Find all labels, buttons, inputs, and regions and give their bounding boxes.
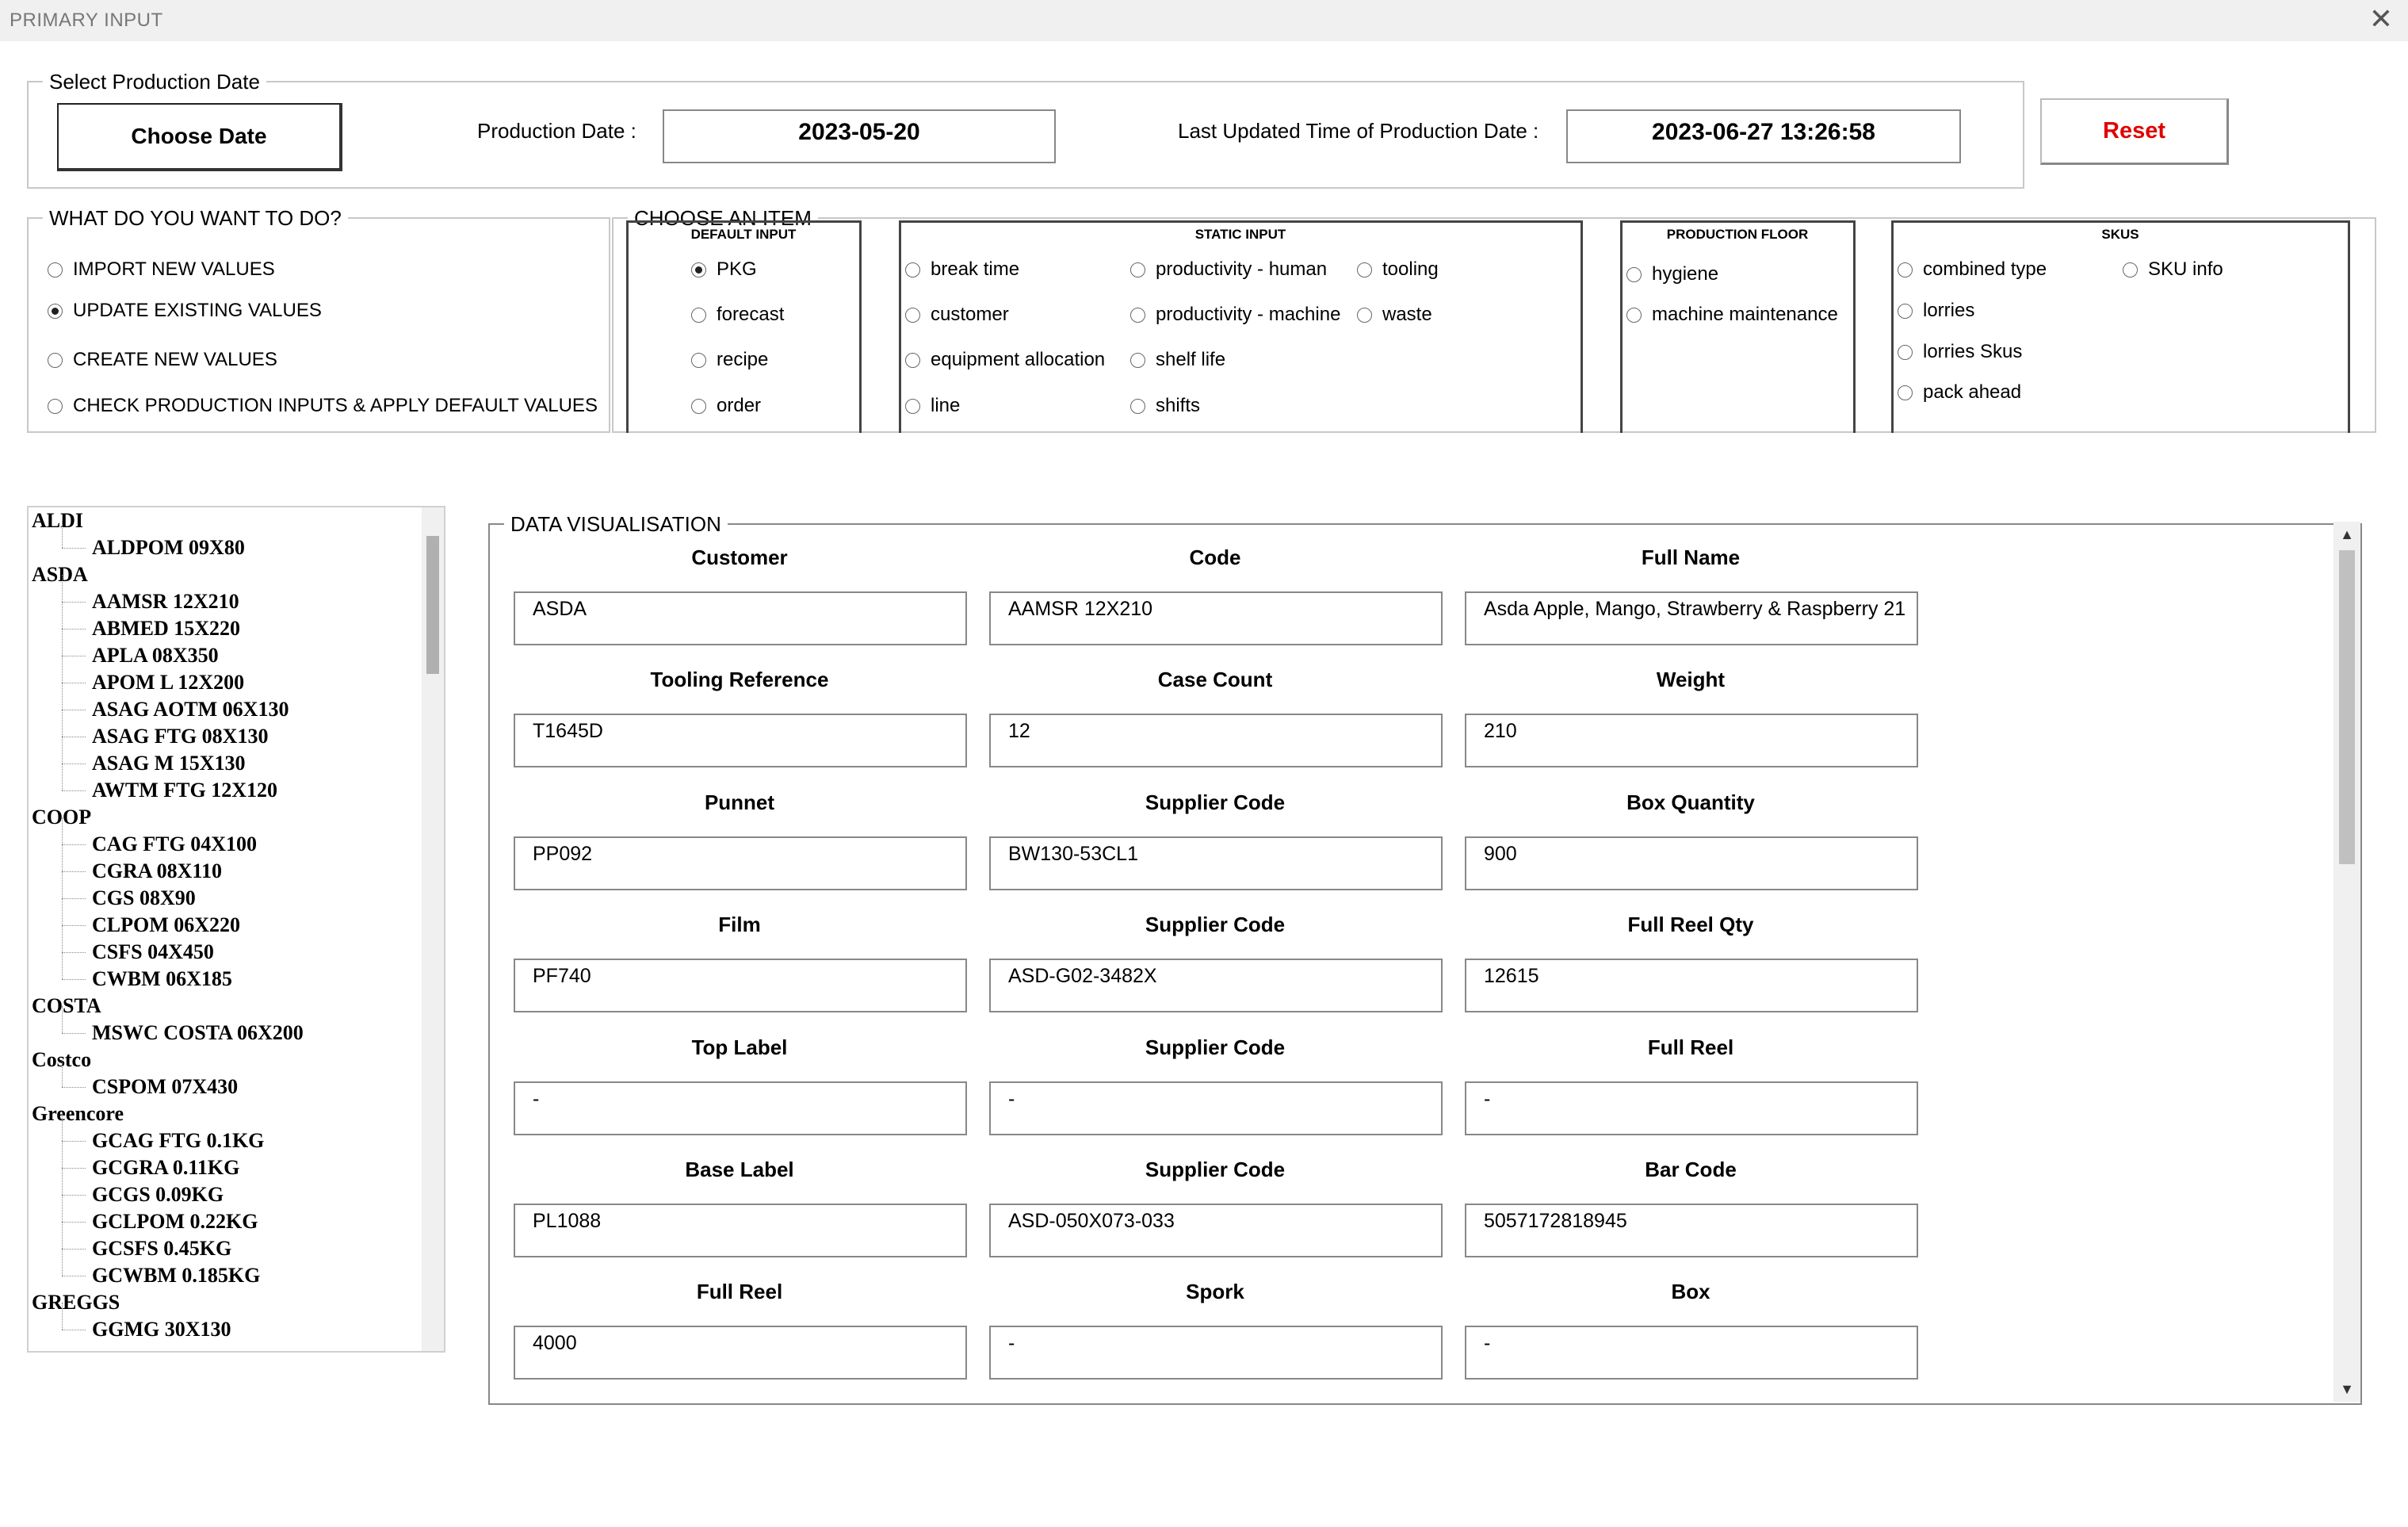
- tree-list: [29, 507, 425, 1343]
- field-label: Full Name: [1641, 545, 1741, 569]
- radio-label: hygiene: [1652, 263, 1719, 285]
- field-label: Full Reel: [696, 1280, 783, 1303]
- static-input-option[interactable]: [1130, 395, 1200, 417]
- skus-frame-left: [1891, 220, 1894, 433]
- radio-empty-icon[interactable]: [1898, 304, 1913, 319]
- radio-empty-icon[interactable]: [905, 262, 920, 277]
- title-bar: [0, 0, 2408, 41]
- field-label: Customer: [691, 545, 788, 569]
- field-label: Punnet: [704, 790, 775, 814]
- tree-sku-node[interactable]: AWTM FTG 12X120: [29, 777, 425, 804]
- default-input-option[interactable]: [691, 258, 757, 281]
- production-date-legend: Select Production Date: [49, 70, 260, 94]
- field-label: Supplier Code: [1145, 913, 1286, 936]
- tree-sku-node[interactable]: GCLPOM 0.22KG: [29, 1208, 425, 1235]
- radio-empty-icon[interactable]: [48, 262, 63, 277]
- radio-empty-icon[interactable]: [1898, 262, 1913, 277]
- field-textbox[interactable]: 12: [989, 714, 1443, 767]
- default-input-frame-right: [859, 220, 862, 433]
- radio-label: SKU info: [2148, 258, 2223, 280]
- field-textbox[interactable]: AAMSR 12X210: [989, 591, 1443, 645]
- field-textbox[interactable]: BW130-53CL1: [989, 836, 1443, 890]
- sku-option[interactable]: [1898, 341, 2022, 363]
- field-textbox[interactable]: 12615: [1465, 959, 1918, 1012]
- default-input-option[interactable]: [691, 349, 768, 371]
- radio-label: shelf life: [1156, 349, 1226, 370]
- field-label: Bar Code: [1645, 1158, 1737, 1181]
- field-label: Box: [1671, 1280, 1710, 1303]
- sku-option[interactable]: [1898, 300, 1974, 322]
- tree-sku-node[interactable]: CLPOM 06X220: [29, 912, 425, 939]
- radio-empty-icon[interactable]: [905, 308, 920, 323]
- radio-label: order: [717, 395, 762, 416]
- skus-frame-top: [1891, 220, 2349, 223]
- radio-empty-icon[interactable]: [1898, 345, 1913, 360]
- production-date-label: Production Date :: [477, 119, 636, 143]
- tree-customer-node[interactable]: COSTA: [32, 994, 101, 1017]
- default-input-header: DEFAULT INPUT: [690, 227, 797, 242]
- radio-label: pack ahead: [1923, 381, 2022, 403]
- tree-sku-node[interactable]: ASAG AOTM 06X130: [29, 696, 425, 723]
- static-input-frame-left: [899, 220, 901, 433]
- tree-customer-node[interactable]: Greencore: [32, 1102, 124, 1125]
- production-floor-frame-top: [1620, 220, 1855, 223]
- field-label: Tooling Reference: [650, 668, 829, 691]
- tree-customer-node[interactable]: ASDA: [32, 563, 88, 586]
- default-input-option[interactable]: [691, 304, 784, 326]
- field-textbox[interactable]: PF740: [514, 959, 967, 1012]
- static-input-header: STATIC INPUT: [1194, 227, 1286, 242]
- radio-empty-icon[interactable]: [905, 353, 920, 368]
- field-textbox[interactable]: -: [989, 1081, 1443, 1135]
- field-textbox[interactable]: -: [514, 1081, 967, 1135]
- reset-button[interactable]: Reset: [2040, 98, 2229, 165]
- field-label: Full Reel Qty: [1627, 913, 1754, 936]
- field-textbox[interactable]: -: [989, 1326, 1443, 1380]
- radio-label: lorries: [1923, 300, 1975, 321]
- data-vis-scrollbar-thumb[interactable]: [2339, 550, 2355, 864]
- field-textbox[interactable]: 5057172818945: [1465, 1204, 1918, 1257]
- scroll-down-icon[interactable]: ▼: [2340, 1381, 2354, 1397]
- radio-empty-icon[interactable]: [1626, 267, 1642, 282]
- tree-scrollbar-thumb[interactable]: [426, 536, 439, 674]
- radio-label: CHECK PRODUCTION INPUTS & APPLY DEFAULT VALUES: [73, 395, 598, 416]
- field-textbox[interactable]: 210: [1465, 714, 1918, 767]
- default-input-option[interactable]: [691, 395, 761, 417]
- production-floor-header: PRODUCTION FLOOR: [1666, 227, 1809, 242]
- field-label: Spork: [1186, 1280, 1244, 1303]
- production-floor-frame-left: [1620, 220, 1623, 433]
- radio-empty-icon[interactable]: [905, 399, 920, 414]
- skus-header: SKUS: [2101, 227, 2139, 242]
- static-input-option[interactable]: [905, 304, 1009, 326]
- tree-sku-node[interactable]: GGMG 30X130: [29, 1316, 425, 1343]
- field-label: Case Count: [1157, 668, 1273, 691]
- tree-customer-node[interactable]: Costco: [32, 1048, 92, 1071]
- field-label: Box Quantity: [1626, 790, 1755, 814]
- tree-sku-node[interactable]: CGS 08X90: [29, 885, 425, 912]
- field-label: Top Label: [691, 1035, 788, 1059]
- sku-option[interactable]: [1898, 381, 2021, 404]
- radio-empty-icon[interactable]: [691, 353, 706, 368]
- radio-label: break time: [931, 258, 1020, 280]
- what-to-do-legend: WHAT DO YOU WANT TO DO?: [49, 206, 342, 230]
- radio-label: shifts: [1156, 395, 1201, 416]
- radio-label: waste: [1382, 304, 1432, 325]
- radio-label: combined type: [1923, 258, 2047, 280]
- static-input-option[interactable]: [1130, 349, 1225, 371]
- tree-sku-node[interactable]: ASAG M 15X130: [29, 750, 425, 777]
- tree-sku-node[interactable]: ABMED 15X220: [29, 615, 425, 642]
- tree-sku-node[interactable]: APLA 08X350: [29, 642, 425, 669]
- field-textbox[interactable]: T1645D: [514, 714, 967, 767]
- radio-empty-icon[interactable]: [1130, 353, 1145, 368]
- radio-label: UPDATE EXISTING VALUES: [73, 300, 322, 321]
- radio-label: IMPORT NEW VALUES: [73, 258, 275, 280]
- tree-sku-node[interactable]: CWBM 06X185: [29, 966, 425, 993]
- field-textbox[interactable]: ASD-050X073-033: [989, 1204, 1443, 1257]
- tree-sku-node[interactable]: GCGRA 0.11KG: [29, 1154, 425, 1181]
- field-textbox[interactable]: PP092: [514, 836, 967, 890]
- action-option[interactable]: [48, 300, 322, 322]
- static-input-option[interactable]: [1130, 304, 1340, 326]
- window-title: PRIMARY INPUT: [10, 10, 163, 31]
- static-input-option[interactable]: [1357, 258, 1439, 281]
- action-option[interactable]: [48, 258, 275, 281]
- radio-label: equipment allocation: [931, 349, 1106, 370]
- production-floor-option[interactable]: [1626, 304, 1838, 326]
- radio-empty-icon[interactable]: [1898, 385, 1913, 400]
- scroll-up-icon[interactable]: ▲: [2340, 526, 2354, 542]
- customer-tree[interactable]: [27, 506, 445, 1353]
- radio-selected-icon[interactable]: [48, 304, 63, 319]
- tree-sku-node[interactable]: GCGS 0.09KG: [29, 1181, 425, 1208]
- static-input-option[interactable]: [905, 258, 1019, 281]
- static-input-option[interactable]: [905, 395, 960, 417]
- sku-option[interactable]: [1898, 258, 2047, 281]
- field-label: Film: [718, 913, 761, 936]
- field-label: Supplier Code: [1145, 790, 1286, 814]
- tree-sku-node[interactable]: GCSFS 0.45KG: [29, 1235, 425, 1262]
- radio-label: recipe: [717, 349, 769, 370]
- tree-sku-node[interactable]: CGRA 08X110: [29, 858, 425, 885]
- field-label: Base Label: [685, 1158, 794, 1181]
- data-vis-scrollbar[interactable]: [2333, 522, 2360, 1402]
- field-textbox[interactable]: Asda Apple, Mango, Strawberry & Raspberry 21: [1465, 591, 1918, 645]
- radio-empty-icon[interactable]: [2123, 262, 2138, 277]
- radio-label: machine maintenance: [1652, 304, 1838, 325]
- sku-option[interactable]: [2123, 258, 2223, 281]
- radio-empty-icon[interactable]: [691, 399, 706, 414]
- radio-empty-icon[interactable]: [1130, 262, 1145, 277]
- production-floor-frame-right: [1853, 220, 1856, 433]
- radio-empty-icon[interactable]: [1130, 308, 1145, 323]
- field-label: Supplier Code: [1145, 1158, 1286, 1181]
- radio-label: lorries Skus: [1923, 341, 2023, 362]
- field-textbox[interactable]: PL1088: [514, 1204, 967, 1257]
- static-input-option[interactable]: [1130, 258, 1327, 281]
- tree-sku-node[interactable]: ASAG FTG 08X130: [29, 723, 425, 750]
- radio-empty-icon[interactable]: [1626, 308, 1642, 323]
- default-input-frame-left: [626, 220, 629, 433]
- tree-customer-node[interactable]: COOP: [32, 806, 92, 829]
- radio-label: productivity - human: [1156, 258, 1328, 280]
- static-input-option[interactable]: [905, 349, 1105, 371]
- radio-empty-icon[interactable]: [1130, 399, 1145, 414]
- action-option[interactable]: [48, 395, 598, 417]
- tree-customer-node[interactable]: GREGGS: [32, 1291, 120, 1314]
- radio-empty-icon[interactable]: [48, 353, 63, 368]
- radio-label: forecast: [717, 304, 785, 325]
- tree-sku-node[interactable]: CSFS 04X450: [29, 939, 425, 966]
- field-textbox[interactable]: -: [1465, 1326, 1918, 1380]
- tree-sku-node[interactable]: CAG FTG 04X100: [29, 831, 425, 858]
- radio-empty-icon[interactable]: [1357, 262, 1372, 277]
- tree-scrollbar[interactable]: [422, 507, 444, 1351]
- last-updated-label: Last Updated Time of Production Date :: [1178, 119, 1539, 143]
- close-icon[interactable]: ✕: [2368, 2, 2394, 35]
- static-input-frame-top: [899, 220, 1582, 223]
- field-label: Full Reel: [1647, 1035, 1734, 1059]
- choose-item-legend: CHOOSE AN ITEM: [634, 206, 812, 230]
- data-visualisation-legend: DATA VISUALISATION: [510, 512, 721, 536]
- skus-frame-right: [2348, 220, 2350, 433]
- radio-empty-icon[interactable]: [48, 399, 63, 414]
- radio-label: customer: [931, 304, 1009, 325]
- tree-sku-node[interactable]: GCWBM 0.185KG: [29, 1262, 425, 1289]
- radio-label: PKG: [717, 258, 757, 280]
- radio-label: productivity - machine: [1156, 304, 1341, 325]
- static-input-option[interactable]: [1357, 304, 1432, 326]
- radio-label: tooling: [1382, 258, 1439, 280]
- tree-sku-node[interactable]: APOM L 12X200: [29, 669, 425, 696]
- tree-sku-node[interactable]: CSPOM 07X430: [29, 1073, 425, 1100]
- production-floor-option[interactable]: [1626, 263, 1718, 285]
- radio-label: CREATE NEW VALUES: [73, 349, 277, 370]
- last-updated-value[interactable]: 2023-06-27 13:26:58: [1566, 109, 1961, 163]
- field-textbox[interactable]: 4000: [514, 1326, 967, 1380]
- tree-sku-node[interactable]: ALDPOM 09X80: [29, 534, 425, 561]
- field-label: Code: [1189, 545, 1241, 569]
- radio-empty-icon[interactable]: [1357, 308, 1372, 323]
- static-input-frame-right: [1580, 220, 1583, 433]
- field-textbox[interactable]: ASD-G02-3482X: [989, 959, 1443, 1012]
- radio-label: line: [931, 395, 961, 416]
- field-label: Weight: [1656, 668, 1726, 691]
- tree-sku-node[interactable]: MSWC COSTA 06X200: [29, 1020, 425, 1047]
- tree-customer-node[interactable]: ALDI: [32, 509, 84, 532]
- choose-date-button[interactable]: Choose Date: [57, 103, 342, 171]
- field-textbox[interactable]: ASDA: [514, 591, 967, 645]
- default-input-frame-top: [626, 220, 861, 223]
- field-label: Supplier Code: [1145, 1035, 1286, 1059]
- radio-empty-icon[interactable]: [691, 308, 706, 323]
- tree-sku-node[interactable]: GCAG FTG 0.1KG: [29, 1127, 425, 1154]
- tree-sku-node[interactable]: AAMSR 12X210: [29, 588, 425, 615]
- action-option[interactable]: [48, 349, 277, 371]
- radio-selected-icon[interactable]: [691, 262, 706, 277]
- field-textbox[interactable]: 900: [1465, 836, 1918, 890]
- field-textbox[interactable]: -: [1465, 1081, 1918, 1135]
- production-date-value[interactable]: 2023-05-20: [663, 109, 1056, 163]
